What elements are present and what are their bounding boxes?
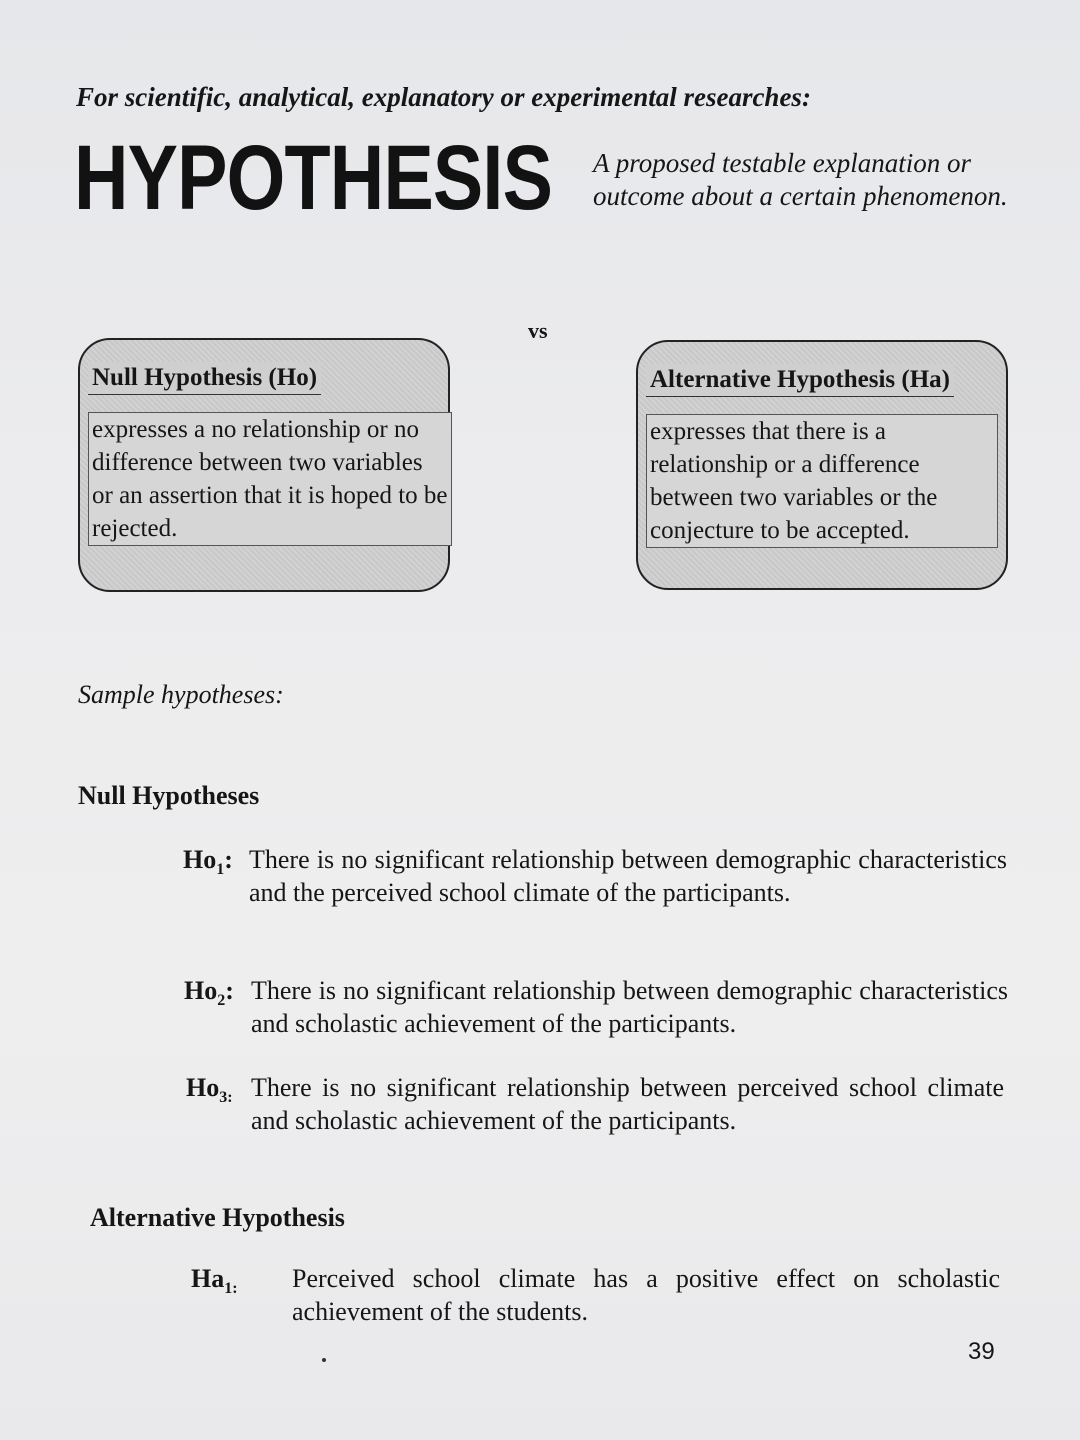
sample-hypotheses-heading: Sample hypotheses:: [78, 680, 284, 709]
null-hypotheses-heading: Null Hypotheses: [78, 781, 260, 810]
hypothesis-label: $Ho_1$:: [183, 845, 233, 879]
vs-label: vs: [528, 318, 548, 343]
alternative-hypothesis-heading: Alternative Hypothesis: [90, 1203, 345, 1232]
ink-speck: [322, 1358, 326, 1362]
hypothesis-definition: A proposed testable explanation or outcome about a certain phenomenon.: [593, 148, 1008, 211]
hypothesis-label: $Ho_{3:}$: [186, 1073, 233, 1107]
hypothesis-label: $Ha_{1:}$: [191, 1264, 238, 1298]
null-hypothesis-box: [78, 338, 450, 592]
hypothesis-text: There is no significant relationship between demographic characteristics and scholastic achievement of the participants.: [251, 976, 1008, 1038]
intro-heading: For scientific, analytical, explanatory or experimental researches:: [76, 82, 811, 112]
page-number: 39: [968, 1338, 995, 1365]
null-hypothesis-description: expresses a no relationship or no difference between two variables or an assertion that it is hoped to be rejected.: [88, 412, 452, 546]
null-hypothesis-title: Null Hypothesis (Ho): [88, 362, 321, 395]
hypothesis-text: There is no significant relationship between demographic characteristics and the perceived school climate of the participants.: [249, 845, 1007, 907]
alternative-hypothesis-box: [636, 340, 1008, 590]
alternative-hypothesis-title: Alternative Hypothesis (Ha): [646, 364, 954, 397]
hypothesis-label: $Ho_2$:: [184, 976, 234, 1010]
page-title: HYPOTHESIS: [74, 127, 553, 229]
hypothesis-text: There is no significant relationship between perceived school climate and scholastic achievement of the participants.: [251, 1073, 1004, 1135]
alternative-hypothesis-description: expresses that there is a relationship or a difference between two variables or the conjecture to be accepted.: [646, 414, 998, 548]
hypothesis-text: Perceived school climate has a positive effect on scholastic achievement of the students.: [292, 1264, 1000, 1326]
